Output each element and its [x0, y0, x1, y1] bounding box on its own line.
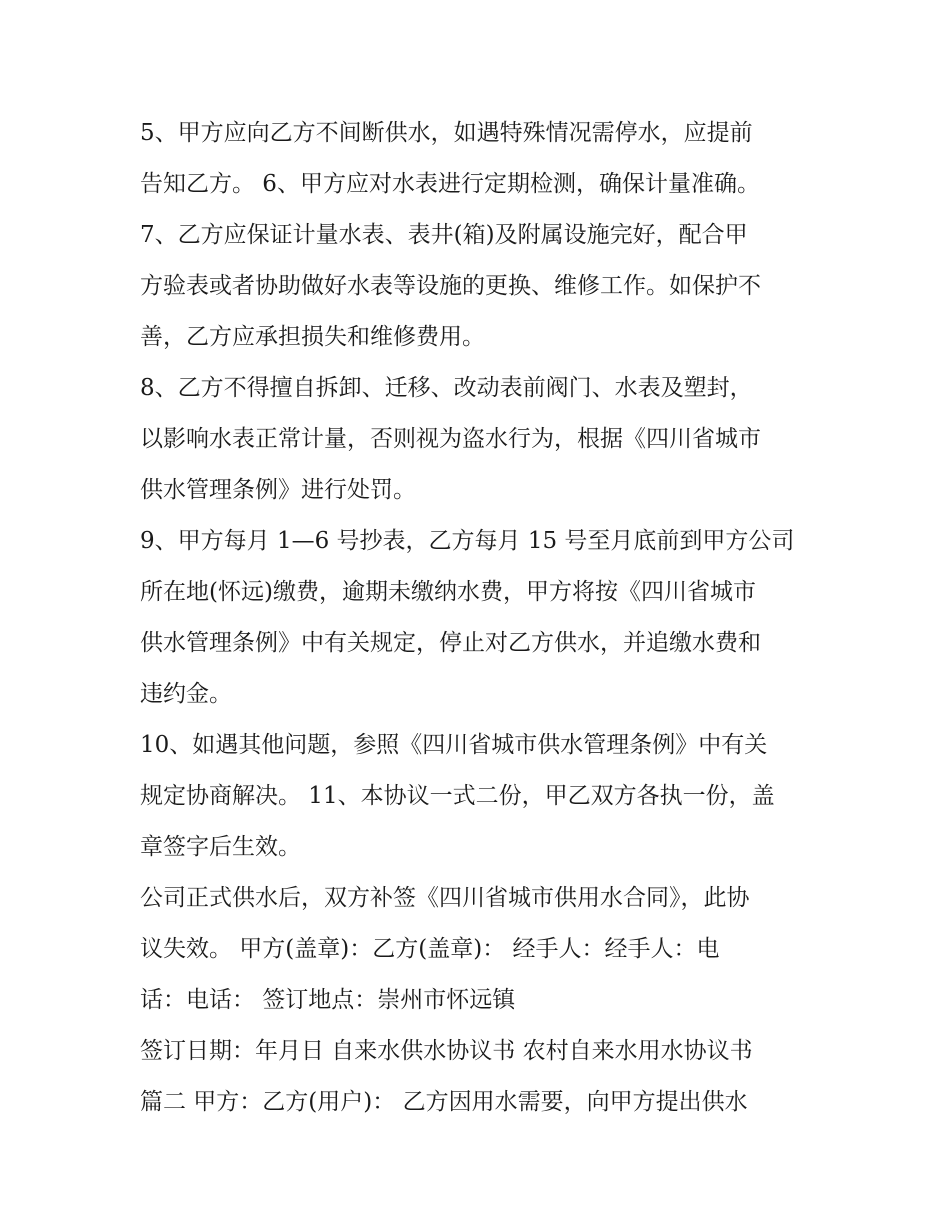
text-line: 话：电话： 签订地点：崇州市怀远镇: [140, 987, 516, 1013]
text-line: 议失效。 甲方(盖章)：乙方(盖章)： 经手人：经手人：电: [140, 936, 720, 962]
text-line: 规定协商解决。 11、本协议一式二份，甲乙双方各执一份，盖: [140, 783, 775, 809]
text-line: 方验表或者协助做好水表等设施的更换、维修工作。如保护不: [140, 273, 761, 299]
document-body: [140, 108, 830, 1128]
text-line: 10、如遇其他问题，参照《四川省城市供水管理条例》中有关: [140, 732, 768, 758]
text-line: 违约金。: [140, 681, 232, 707]
text-line: 9、甲方每月 1—6 号抄表，乙方每月 15 号至月底前到甲方公司: [140, 528, 795, 554]
text-line: 篇二 甲方：乙方(用户)： 乙方因用水需要，向甲方提出供水: [140, 1089, 748, 1115]
text-line: 签订日期：年月日 自来水供水协议书 农村自来水用水协议书: [140, 1038, 753, 1064]
text-line: 以影响水表正常计量，否则视为盗水行为，根据《四川省城市: [140, 426, 761, 452]
text-line: 告知乙方。 6、甲方应对水表进行定期检测，确保计量准确。: [140, 171, 760, 197]
text-line: 所在地(怀远)缴费，逾期未缴纳水费，甲方将按《四川省城市: [140, 579, 756, 605]
text-line: 5、甲方应向乙方不间断供水，如遇特殊情况需停水，应提前: [140, 120, 753, 146]
text-line: 供水管理条例》进行处罚。: [140, 477, 416, 503]
text-line: 章签字后生效。: [140, 834, 301, 860]
text-line: 供水管理条例》中有关规定，停止对乙方供水，并追缴水费和: [140, 630, 761, 656]
text-line: 8、乙方不得擅自拆卸、迁移、改动表前阀门、水表及塑封，: [140, 375, 753, 401]
text-line: 公司正式供水后，双方补签《四川省城市供用水合同》，此协: [140, 885, 750, 911]
text-line: 善，乙方应承担损失和维修费用。: [140, 324, 485, 350]
text-line: 7、乙方应保证计量水表、表井(箱)及附属设施完好，配合甲: [140, 222, 748, 248]
